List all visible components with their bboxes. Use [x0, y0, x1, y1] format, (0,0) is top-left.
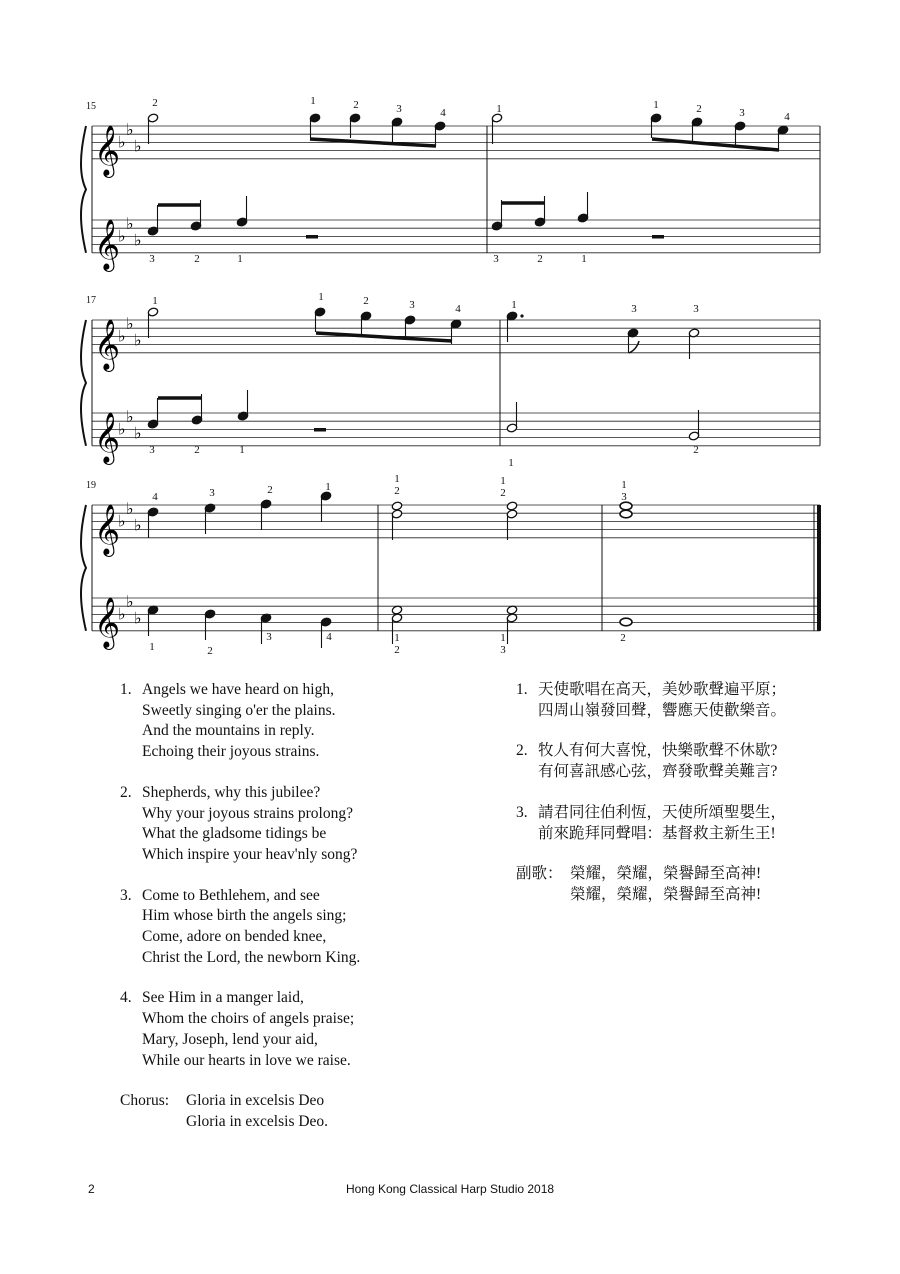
lyric-line: Whom the choirs of angels praise; [142, 1010, 355, 1028]
lyric-line: 牧人有何大喜悅，快樂歌聲不休歇? [538, 742, 778, 760]
flat-sign-icon: ♭ [126, 120, 134, 140]
measure-number: 15 [86, 101, 96, 112]
flat-sign-icon: ♭ [126, 407, 134, 427]
note-beam [652, 139, 779, 150]
verse-number: 4. [120, 989, 132, 1007]
lyric-line: Angels we have heard on high, [142, 681, 334, 698]
english-verse-3 [120, 886, 440, 969]
flat-sign-icon: ♭ [126, 214, 134, 234]
english-verse-2 [120, 783, 440, 866]
chorus-line: Gloria in excelsis Deo [186, 1092, 325, 1110]
chorus-label: 副歌： [516, 865, 563, 883]
lyric-line: Echoing their joyous strains. [142, 743, 320, 761]
fingering-number: 3 [621, 491, 627, 503]
fingering-number: 1 [325, 481, 331, 493]
fingering-number: 1 [496, 103, 502, 115]
fingering-number: 3 [739, 107, 745, 119]
chorus-line: Gloria in excelsis Deo. [186, 1112, 329, 1130]
fingering-number: 2 [394, 485, 400, 497]
lyric-line: 天使歌唱在高天，美妙歌聲遍平原； [538, 681, 787, 698]
fingering-number: 2 [152, 97, 158, 109]
flat-sign-icon: ♭ [118, 604, 126, 624]
fingering-number: 1 [653, 99, 659, 111]
fingering-number: 1 [318, 291, 324, 303]
whole-note [620, 502, 632, 510]
fingering-number: 3 [149, 444, 155, 456]
fingering-number: 1 [500, 475, 506, 487]
english-verse-4 [120, 988, 440, 1071]
fingering-number: 1 [394, 473, 400, 485]
flat-sign-icon: ♭ [134, 330, 142, 350]
fingering-number: 1 [239, 444, 245, 456]
flat-sign-icon: ♭ [126, 592, 134, 612]
flat-sign-icon: ♭ [126, 314, 134, 334]
notes [147, 113, 788, 648]
fingering-number: 3 [493, 253, 499, 265]
footer-credit: Hong Kong Classical Harp Studio 2018 [345, 1182, 555, 1196]
half-rest [306, 235, 318, 239]
fingering-number: 4 [326, 631, 332, 643]
flat-sign-icon: ♭ [118, 419, 126, 439]
verse-number: 3. [120, 886, 132, 904]
flat-sign-icon: ♭ [134, 230, 142, 250]
verse-number: 2. [516, 742, 528, 760]
fingering-number: 2 [394, 644, 400, 656]
flat-sign-icon: ♭ [118, 326, 126, 346]
chinese-chorus [516, 864, 846, 905]
fingering-number: 3 [693, 303, 699, 315]
lyric-line: 四周山嶺發回聲，響應天使歡樂音。 [538, 701, 787, 719]
fingering-number: 2 [353, 99, 359, 111]
page-number: 2 [88, 1182, 95, 1196]
whole-note [620, 618, 632, 626]
treble-clef-icon: 𝄞 [94, 218, 121, 270]
verse-number: 1. [516, 681, 528, 698]
lyric-line: And the mountains in reply. [142, 722, 315, 740]
whole-note [620, 510, 632, 518]
treble-clef-icon: 𝄞 [94, 124, 121, 176]
fingering-number: 3 [266, 631, 272, 643]
lyric-line: Why your joyous strains prolong? [142, 804, 353, 822]
chinese-verse-1 [516, 680, 846, 721]
fingering-number: 2 [537, 253, 543, 265]
fingering-number: 4 [455, 303, 461, 315]
note-flag [629, 341, 639, 353]
lyric-line: 有何喜訊感心弦，齊發歌聲美難言? [538, 763, 778, 781]
fingering-number: 1 [621, 479, 627, 491]
final-barline [817, 505, 821, 631]
fingering-number: 2 [194, 444, 200, 456]
fingering-number: 2 [363, 295, 369, 307]
fingering-number: 2 [693, 444, 699, 456]
flat-sign-icon: ♭ [134, 515, 142, 535]
fingering-number: 3 [500, 644, 506, 656]
fingering-number: 1 [149, 641, 155, 653]
lyric-line: See Him in a manger laid, [142, 989, 304, 1007]
flat-sign-icon: ♭ [126, 499, 134, 519]
note-beam [316, 333, 452, 341]
fingering-number: 4 [784, 111, 790, 123]
flat-sign-icon: ♭ [134, 608, 142, 628]
half-rest [314, 428, 326, 432]
fingering-number: 3 [209, 487, 215, 499]
chorus-line: 榮耀，榮耀，榮譽歸至高神! [570, 885, 762, 903]
verse-number: 2. [120, 783, 132, 801]
fingering-number: 1 [511, 299, 517, 311]
lyric-line: Shepherds, why this jubilee? [142, 783, 321, 801]
treble-clef-icon: 𝄞 [94, 318, 121, 370]
chinese-verse-3 [516, 803, 846, 844]
staff-structure [81, 120, 821, 650]
brace [81, 320, 86, 446]
measure-number: 17 [86, 295, 96, 306]
fingering-number: 2 [194, 253, 200, 265]
lyric-line: Sweetly singing o'er the plains. [142, 701, 336, 719]
brace [81, 505, 86, 631]
chorus-line: 榮耀，榮耀，榮譽歸至高神! [570, 865, 762, 883]
lyric-line: Which inspire your heav'nly song? [142, 845, 358, 863]
english-chorus [120, 1091, 440, 1132]
fingering-number: 3 [149, 253, 155, 265]
english-lyrics [120, 680, 440, 1133]
measure-number: 19 [86, 480, 96, 491]
lyric-line: Mary, Joseph, lend your aid, [142, 1030, 318, 1048]
fingering-number: 2 [207, 645, 213, 657]
fingering-number: 1 [152, 295, 158, 307]
brace [81, 126, 86, 253]
lyric-line: 前來跪拜同聲唱：基督救主新生王! [538, 824, 776, 842]
flat-sign-icon: ♭ [134, 423, 142, 443]
fingering-number: 4 [440, 107, 446, 119]
lyric-line: 請君同往伯利恆，天使所頌聖嬰生， [538, 803, 787, 821]
verse-number: 1. [120, 681, 132, 698]
lyric-line: Him whose birth the angels sing; [142, 907, 347, 925]
fingering-numbers [149, 95, 790, 657]
fingering-number: 2 [620, 632, 626, 644]
flat-sign-icon: ♭ [134, 136, 142, 156]
fingering-number: 2 [500, 487, 506, 499]
treble-clef-icon: 𝄞 [94, 596, 121, 648]
treble-clef-icon: 𝄞 [94, 503, 121, 555]
lyric-line: Come, adore on bended knee, [142, 928, 327, 946]
fingering-number: 1 [581, 253, 587, 265]
treble-clef-icon: 𝄞 [94, 411, 121, 463]
fingering-number: 1 [237, 253, 243, 265]
chinese-lyrics [516, 680, 846, 906]
fingering-number: 2 [696, 103, 702, 115]
dot [520, 314, 523, 317]
flat-sign-icon: ♭ [118, 511, 126, 531]
lyric-line: Come to Bethlehem, and see [142, 886, 320, 904]
chorus-label: Chorus: [120, 1092, 170, 1110]
fingering-number: 3 [631, 303, 637, 315]
verse-number: 3. [516, 803, 528, 821]
fingering-number: 3 [396, 103, 402, 115]
english-verse-1 [120, 680, 440, 763]
flat-sign-icon: ♭ [118, 132, 126, 152]
half-rest [652, 235, 664, 239]
fingering-number: 3 [409, 299, 415, 311]
staff-lines [92, 126, 820, 631]
flat-sign-icon: ♭ [118, 226, 126, 246]
fingering-number: 1 [310, 95, 316, 107]
lyric-line: What the gladsome tidings be [142, 825, 327, 843]
fingering-number: 1 [500, 632, 506, 644]
fingering-number: 2 [267, 484, 273, 496]
fingering-number: 1 [394, 632, 400, 644]
fingering-number: 4 [152, 491, 158, 503]
lyric-line: While our hearts in love we raise. [142, 1051, 351, 1069]
fingering-number: 1 [508, 457, 514, 469]
chinese-verse-2 [516, 741, 846, 782]
note-head [391, 501, 402, 511]
lyric-line: Christ the Lord, the newborn King. [142, 948, 361, 966]
note-head [506, 501, 517, 511]
